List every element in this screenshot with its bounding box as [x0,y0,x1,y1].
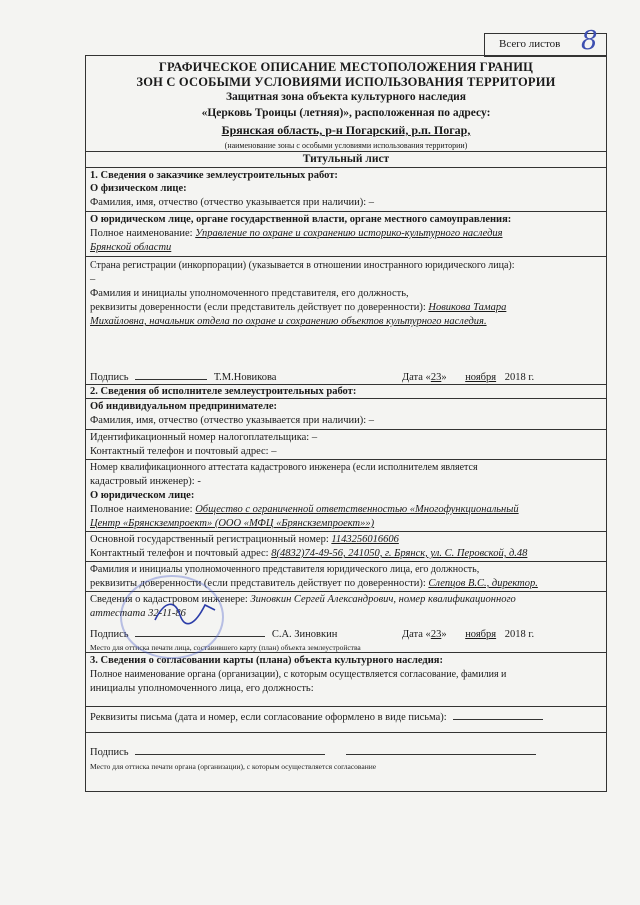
full-name-value-cont: Центр «Брянскземпроект» (ООО «МФЦ «Брянскземпроект»») [90,518,375,529]
full-name-label: Полное наименование: [90,228,193,239]
signatory-name: С.А. Зиновкин [271,629,338,640]
signature-label: Подпись [90,629,129,640]
divider [86,151,606,152]
section-1-title: 1. Сведения о заказчике землеустроительных работ: [90,170,338,181]
full-name-value-cont: Брянской области [90,242,172,253]
contact-row [90,547,602,560]
physical-person-fio: Фамилия, имя, отчество (отчество указывается при наличии): – [90,197,375,208]
doc-title-caption: (наименование зоны с особыми условиями использования территории) [224,141,468,150]
representative-label: реквизиты доверенности (если представитель действует по доверенности): [90,302,426,313]
stamp-caption-contractor: Место для оттиска печати лица, составившего карту (план) объекта землеустройства [90,643,361,652]
approval-line-1: Полное наименование органа (организации), с которым осуществляется согласование, фамилия и [90,669,507,680]
doc-title-line-2: ЗОН С ОСОБЫМИ УСЛОВИЯМИ ИСПОЛЬЗОВАНИЯ ТЕРРИТОРИИ [136,75,556,89]
date-label: Дата « [402,372,431,383]
date-day: 23 [430,372,442,383]
divider [86,256,606,257]
certificate-line-2: кадастровый инженер): - [90,476,201,487]
signatory-name: Т.М.Новикова [213,372,277,383]
cadastral-engineer-value-cont: аттестата 32-11-86 [90,608,186,619]
contact-label: Контактный телефон и почтовый адрес: [90,548,269,559]
contact-value: 8(4832)74-49-56, 241050, г. Брянск, ул. С. Перовской, д.48 [271,548,528,559]
representative-line-2 [90,301,602,314]
contractor-rep-label: реквизиты доверенности (если представитель действует по доверенности): [90,578,426,589]
divider [86,561,606,562]
cadastral-engineer-label: Сведения о кадастровом инженере: [90,594,248,605]
section-3-title: 3. Сведения о согласовании карты (плана) объекта культурного наследия: [90,655,443,666]
letter-details-row [90,711,602,724]
form-frame [85,55,607,792]
total-sheets-count: 8 [581,26,598,56]
legal-entity-heading: О юридическом лице, органе государственной власти, органе местного самоуправления: [90,214,512,225]
customer-full-name-row [90,227,602,240]
letter-details-label: Реквизиты письма (дата и номер, если согласование оформлено в виде письма): [90,712,447,723]
doc-subtitle-line-1: Защитная зона объекта культурного наследия [225,91,467,103]
section-2-title: 2. Сведения об исполнителе землеустроительных работ: [90,386,357,397]
divider [86,732,606,733]
date-label: Дата « [402,629,431,640]
divider [86,531,606,532]
doc-title-line-1: ГРАФИЧЕСКОЕ ОПИСАНИЕ МЕСТОПОЛОЖЕНИЯ ГРАНИЦ [158,60,534,74]
contractor-signature-row: Подпись С.А. Зиновкин Дата «23» ноября 2018 г. [90,629,535,640]
cadastral-engineer-value: Зиновкин Сергей Александрович, номер квалификационного [250,594,516,605]
ogrn-row [90,533,602,546]
full-name-value: Управление по охране и сохранению историко-культурного наследия [195,228,503,239]
contractor-rep-value: Слепцов В.С., директор. [428,578,538,589]
customer-signature-row: Подпись Т.М.Новикова Дата «23» ноября 2018 г. [90,372,535,383]
doc-address: Брянская область, р-н Погарский, р.п. Погар, [221,123,471,137]
date-day: 23 [430,629,442,640]
registration-country-value: – [90,274,96,285]
date-year: 2018 г. [504,629,535,640]
full-name-label: Полное наименование: [90,504,193,515]
signature-scribble-icon [150,595,220,630]
date-month: ноября [465,372,497,383]
certificate-line-1: Номер квалификационного аттестата кадастрового инженера (если исполнителем является [90,462,478,473]
registration-country: Страна регистрации (инкорпорации) (указывается в отношении иностранного юридического лица): [90,260,515,271]
ogrn-value: 1143256016606 [331,534,399,545]
representative-value: Новикова Тамара [428,302,507,313]
divider [86,429,606,430]
ogrn-label: Основной государственный регистрационный номер: [90,534,329,545]
signature-label: Подпись [90,372,129,383]
divider [86,706,606,707]
date-year: 2018 г. [504,372,535,383]
divider [86,398,606,399]
physical-person-heading: О физическом лице: [90,183,187,194]
entrepreneur-contact: Контактный телефон и почтовый адрес: – [90,446,277,457]
divider [86,211,606,212]
divider [86,167,606,168]
total-sheets-box [484,26,607,57]
taxpayer-id: Идентификационный номер налогоплательщика: – [90,432,318,443]
divider [86,459,606,460]
full-name-value: Общество с ограниченной ответственностью «Многофункциональный [195,504,519,515]
signature-label: Подпись [90,747,129,758]
individual-entrepreneur-heading: Об индивидуальном предпринимателе: [90,401,277,412]
approval-signature-row [90,746,602,759]
legal-entity-heading-2: О юридическом лице: [90,490,195,501]
doc-subtitle-line-2: «Церковь Троицы (летняя)», расположенная по адресу: [201,107,491,119]
representative-value-cont: Михайловна, начальник отдела по охране и сохранению объектов культурного наследия. [90,316,487,327]
total-sheets-label: Всего листов [499,38,561,50]
entrepreneur-fio: Фамилия, имя, отчество (отчество указывается при наличии): – [90,415,375,426]
representative-line-1: Фамилия и инициалы уполномоченного представителя, его должность, [90,288,409,299]
date-month: ноября [465,629,497,640]
title-sheet-heading: Титульный лист [302,153,390,165]
stamp-caption-approval: Место для оттиска печати органа (организации), с которым осуществляется согласование [90,762,377,771]
approval-line-2: инициалы уполномоченного лица, его должность: [90,683,314,694]
contractor-full-name-row [90,503,602,516]
contractor-rep-line-1: Фамилия и инициалы уполномоченного представителя юридического лица, его должность, [90,564,480,575]
